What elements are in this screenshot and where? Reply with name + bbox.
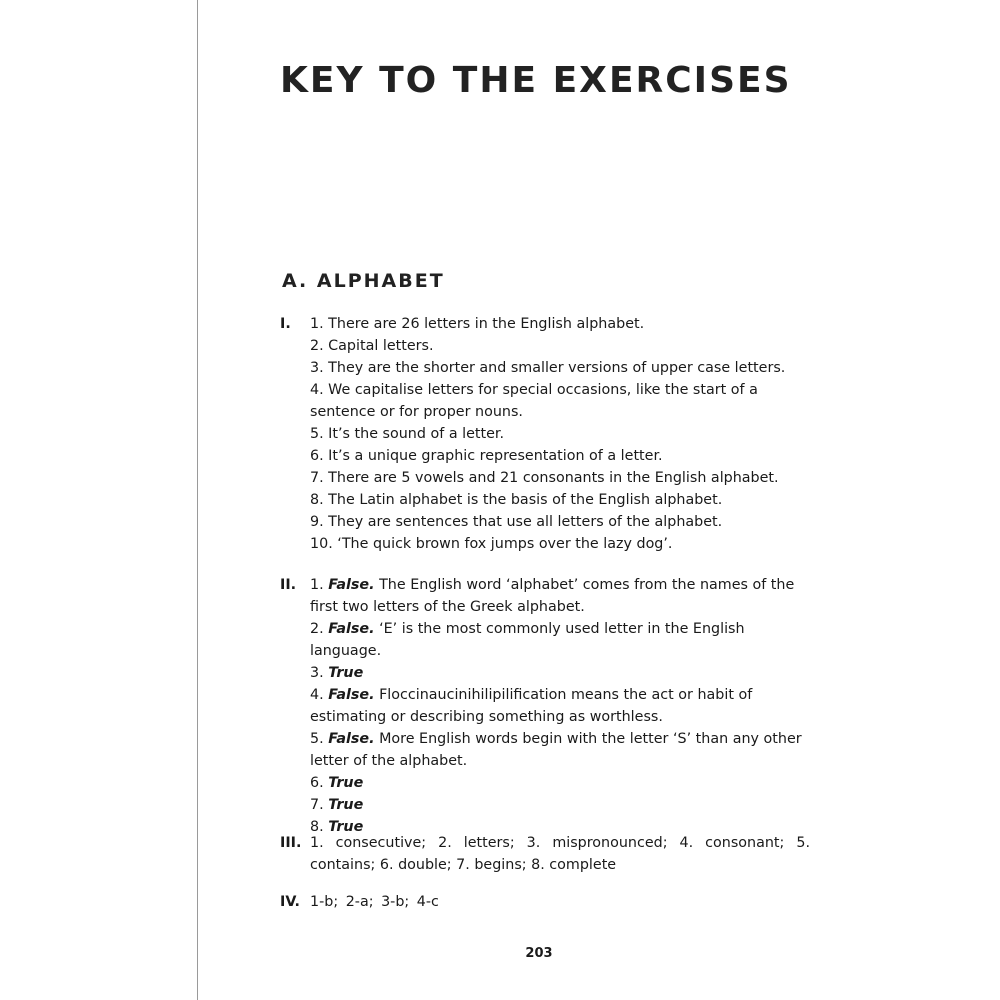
item-text: The English word ‘alphabet’ comes from the names of the first two letters of the Greek alphabet. bbox=[310, 577, 795, 615]
answer-item: 1-b; 2-a; 3-b; 4-c bbox=[310, 894, 439, 910]
answer-item bbox=[310, 618, 810, 662]
verdict-label: False. bbox=[328, 621, 375, 637]
answer-item bbox=[310, 684, 810, 728]
verdict-label: False. bbox=[328, 687, 375, 703]
item-number: 3. bbox=[310, 665, 324, 681]
answer-item bbox=[310, 662, 810, 684]
exercise-block-ii bbox=[280, 574, 810, 838]
verdict-label: True bbox=[328, 775, 364, 791]
item-number: 1. bbox=[310, 577, 324, 593]
answer-item: 2. Capital letters. bbox=[310, 338, 434, 354]
page-spine-line bbox=[197, 0, 198, 1000]
answer-item: 10. ‘The quick brown fox jumps over the lazy dog’. bbox=[310, 536, 673, 552]
answer-item: 5. It’s the sound of a letter. bbox=[310, 426, 505, 442]
answer-item: 4. We capitalise letters for special occasions, like the start of a sentence or for proper nouns. bbox=[310, 382, 758, 420]
item-text: ‘E’ is the most commonly used letter in the English language. bbox=[310, 621, 745, 659]
verdict-label: False. bbox=[328, 731, 375, 747]
answer-item: 3. They are the shorter and smaller versions of upper case letters. bbox=[310, 360, 786, 376]
answer-item: 1. There are 26 letters in the English alphabet. bbox=[310, 316, 645, 332]
exercise-block-iv bbox=[280, 891, 810, 913]
item-number: 4. bbox=[310, 687, 324, 703]
answer-item: 7. There are 5 vowels and 21 consonants in the English alphabet. bbox=[310, 470, 779, 486]
exercise-numeral: I. bbox=[280, 316, 291, 332]
verdict-label: True bbox=[328, 797, 364, 813]
item-text: More English words begin with the letter ‘S’ than any other letter of the alphabet. bbox=[310, 731, 802, 769]
item-number: 5. bbox=[310, 731, 324, 747]
exercise-numeral: IV. bbox=[280, 894, 300, 910]
answer-item bbox=[310, 794, 810, 816]
exercise-block-iii bbox=[280, 832, 810, 876]
answer-item bbox=[310, 574, 810, 618]
item-number: 6. bbox=[310, 775, 324, 791]
item-number: 7. bbox=[310, 797, 324, 813]
verdict-label: True bbox=[328, 665, 364, 681]
answer-item: 9. They are sentences that use all letters of the alphabet. bbox=[310, 514, 723, 530]
section-heading: A. ALPHABET bbox=[282, 270, 445, 292]
verdict-label: False. bbox=[328, 577, 375, 593]
page-title: KEY TO THE EXERCISES bbox=[280, 60, 792, 101]
page-number: 203 bbox=[525, 946, 553, 961]
answer-item bbox=[310, 772, 810, 794]
item-text: Floccinaucinihilipilification means the act or habit of estimating or describing something as worthless. bbox=[310, 687, 753, 725]
answer-item bbox=[310, 728, 810, 772]
exercise-block-i bbox=[280, 313, 810, 555]
answer-item: 6. It’s a unique graphic representation of a letter. bbox=[310, 448, 663, 464]
answer-item: 1. consecutive; 2. letters; 3. mispronounced; 4. consonant; 5. contains; 6. double; 7. begins; 8. complete bbox=[310, 835, 810, 873]
exercise-numeral: III. bbox=[280, 835, 302, 851]
answer-item: 8. The Latin alphabet is the basis of the English alphabet. bbox=[310, 492, 723, 508]
item-number: 8. bbox=[310, 819, 324, 835]
verdict-label: True bbox=[328, 819, 364, 835]
exercise-numeral: II. bbox=[280, 577, 297, 593]
item-number: 2. bbox=[310, 621, 324, 637]
